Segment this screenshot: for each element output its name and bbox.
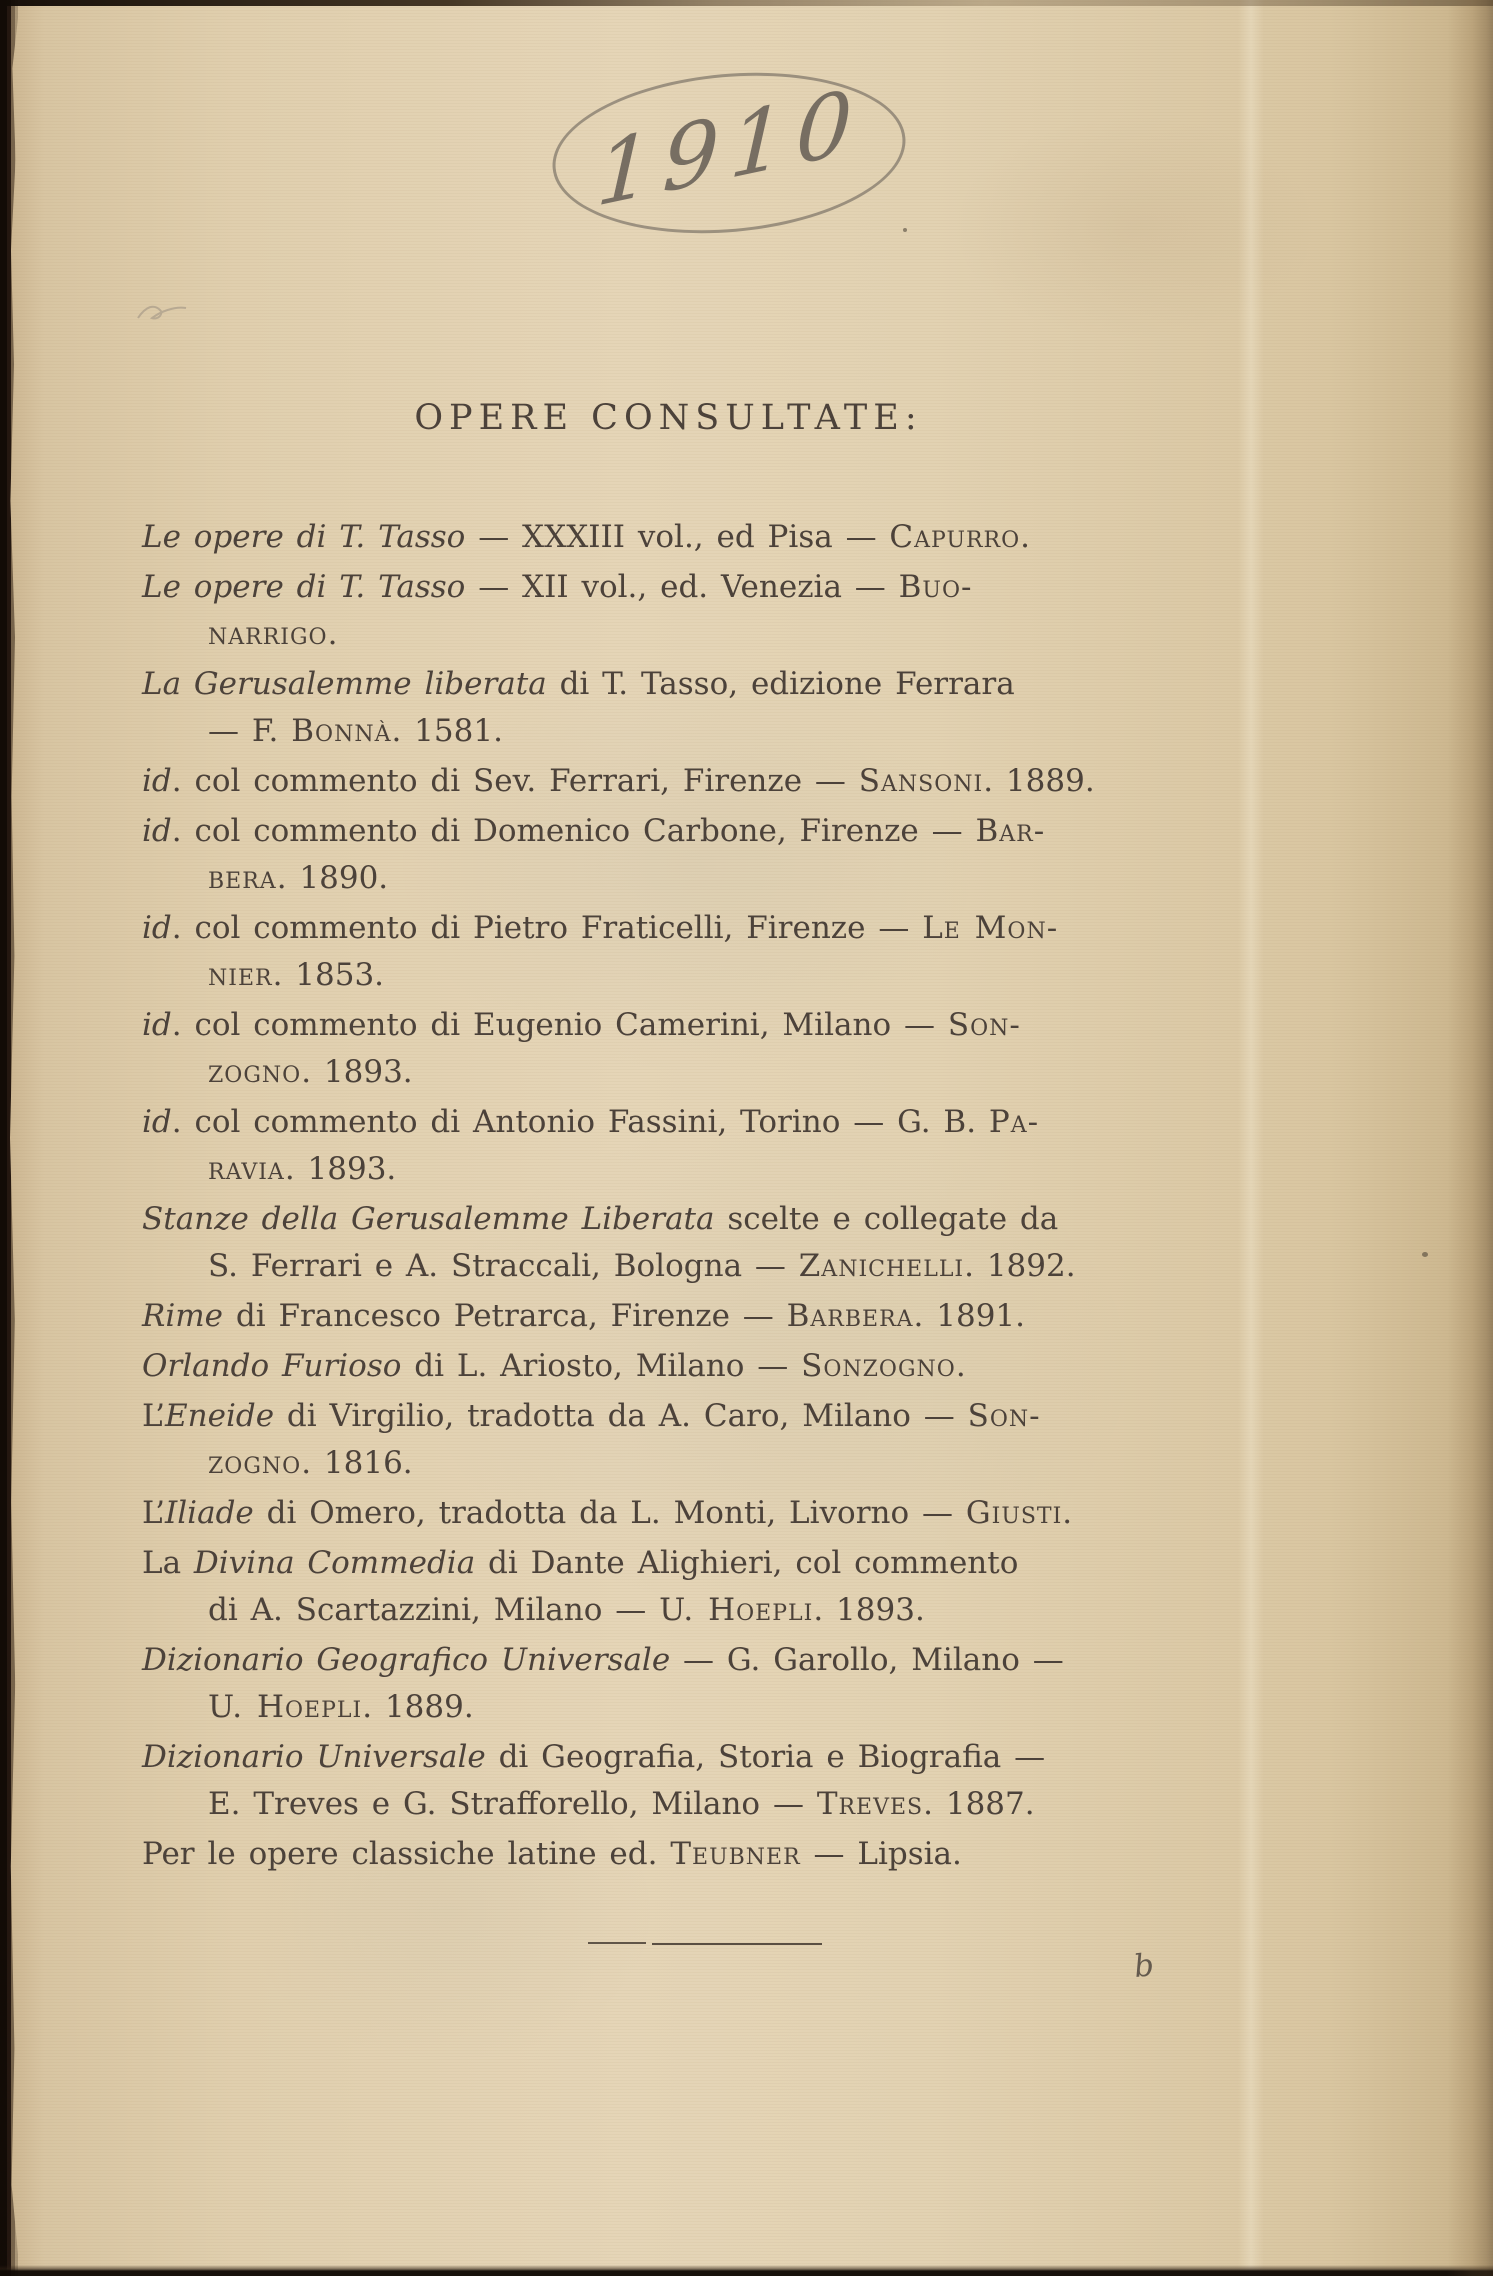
bibliography-line: zogno. 1816. — [208, 1445, 413, 1481]
bibliography-entry — [142, 1540, 1142, 1634]
bibliography-entry — [142, 514, 1142, 561]
scan-edge-bottom — [0, 2265, 1493, 2276]
bibliography-line: Stanze della Gerusalemme Liberata scelte e collegate da — [142, 1201, 1059, 1237]
bibliography-entry — [142, 1490, 1142, 1537]
bibliography-line: id. col commento di Domenico Carbone, Firenze — Bar- — [142, 813, 1046, 849]
bibliography-line: zogno. 1893. — [208, 1054, 413, 1090]
bibliography-entry — [142, 1393, 1142, 1487]
bibliography-list — [142, 514, 1142, 1881]
bibliography-line: Dizionario Geografico Universale — G. Garollo, Milano — — [142, 1642, 1064, 1678]
bibliography-line: L’Iliade di Omero, tradotta da L. Monti, Livorno — Giusti. — [142, 1495, 1073, 1531]
bibliography-line: Le opere di T. Tasso — XXXIII vol., ed Pisa — Capurro. — [142, 519, 1031, 555]
bibliography-line: Rime di Francesco Petrarca, Firenze — Barbera. 1891. — [142, 1298, 1026, 1334]
bibliography-line: Le opere di T. Tasso — XII vol., ed. Venezia — Buo- — [142, 569, 973, 605]
bibliography-entry — [142, 1343, 1142, 1390]
paper-speck — [1422, 1252, 1428, 1257]
book-binding-edge — [0, 0, 20, 2276]
footer-rule-segment — [652, 1943, 822, 1945]
bibliography-entry — [142, 1196, 1142, 1290]
handwritten-year: 1910 — [594, 67, 865, 227]
bibliography-entry — [142, 564, 1142, 658]
footer-rule — [588, 1941, 822, 1945]
bibliography-entry — [142, 1637, 1142, 1731]
handwritten-year-circle — [546, 59, 912, 247]
pencil-scribble — [134, 296, 200, 330]
bibliography-line: S. Ferrari e A. Straccali, Bologna — Zanichelli. 1892. — [208, 1248, 1076, 1284]
bibliography-line: ravia. 1893. — [208, 1151, 397, 1187]
bibliography-line: id. col commento di Eugenio Camerini, Milano — Son- — [142, 1007, 1021, 1043]
bibliography-line: bera. 1890. — [208, 860, 389, 896]
footer-rule-segment — [588, 1942, 646, 1944]
page-title: OPERE CONSULTATE: — [414, 398, 923, 438]
bibliography-line: id. col commento di Sev. Ferrari, Firenze — Sansoni. 1889. — [142, 763, 1095, 799]
bibliography-line: Per le opere classiche latine ed. Teubner — Lipsia. — [142, 1836, 962, 1872]
bibliography-line: — F. Bonnà. 1581. — [208, 713, 503, 749]
page-edge-right — [1447, 0, 1493, 2276]
bibliography-entry — [142, 661, 1142, 755]
signature-mark: b — [1132, 1947, 1156, 1985]
bibliography-entry — [142, 905, 1142, 999]
bibliography-entry — [142, 808, 1142, 902]
bibliography-line: di A. Scartazzini, Milano — U. Hoepli. 1893. — [208, 1592, 925, 1628]
bibliography-entry — [142, 1831, 1142, 1878]
bibliography-line: U. Hoepli. 1889. — [208, 1689, 474, 1725]
bibliography-line: narrigo. — [208, 616, 338, 652]
bibliography-entry — [142, 1734, 1142, 1828]
bibliography-line: L’Eneide di Virgilio, tradotta da A. Caro, Milano — Son- — [142, 1398, 1041, 1434]
bibliography-line: nier. 1853. — [208, 957, 385, 993]
bibliography-line: id. col commento di Antonio Fassini, Torino — G. B. Pa- — [142, 1104, 1040, 1140]
paper-crease — [1238, 0, 1264, 2276]
scan-edge-top — [0, 0, 1493, 6]
bibliography-entry — [142, 1099, 1142, 1193]
bibliography-line: E. Treves e G. Strafforello, Milano — Treves. 1887. — [208, 1786, 1035, 1822]
bibliography-line: La Gerusalemme liberata di T. Tasso, edizione Ferrara — [142, 666, 1015, 702]
bibliography-entry — [142, 758, 1142, 805]
bibliography-line: Dizionario Universale di Geografia, Storia e Biografia — — [142, 1739, 1046, 1775]
bibliography-entry — [142, 1293, 1142, 1340]
bibliography-entry — [142, 1002, 1142, 1096]
bibliography-line: La Divina Commedia di Dante Alighieri, col commento — [142, 1545, 1019, 1581]
bibliography-line: id. col commento di Pietro Fraticelli, Firenze — Le Mon- — [142, 910, 1059, 946]
bibliography-line: Orlando Furioso di L. Ariosto, Milano — Sonzogno. — [142, 1348, 966, 1384]
paper-speck — [903, 228, 907, 232]
